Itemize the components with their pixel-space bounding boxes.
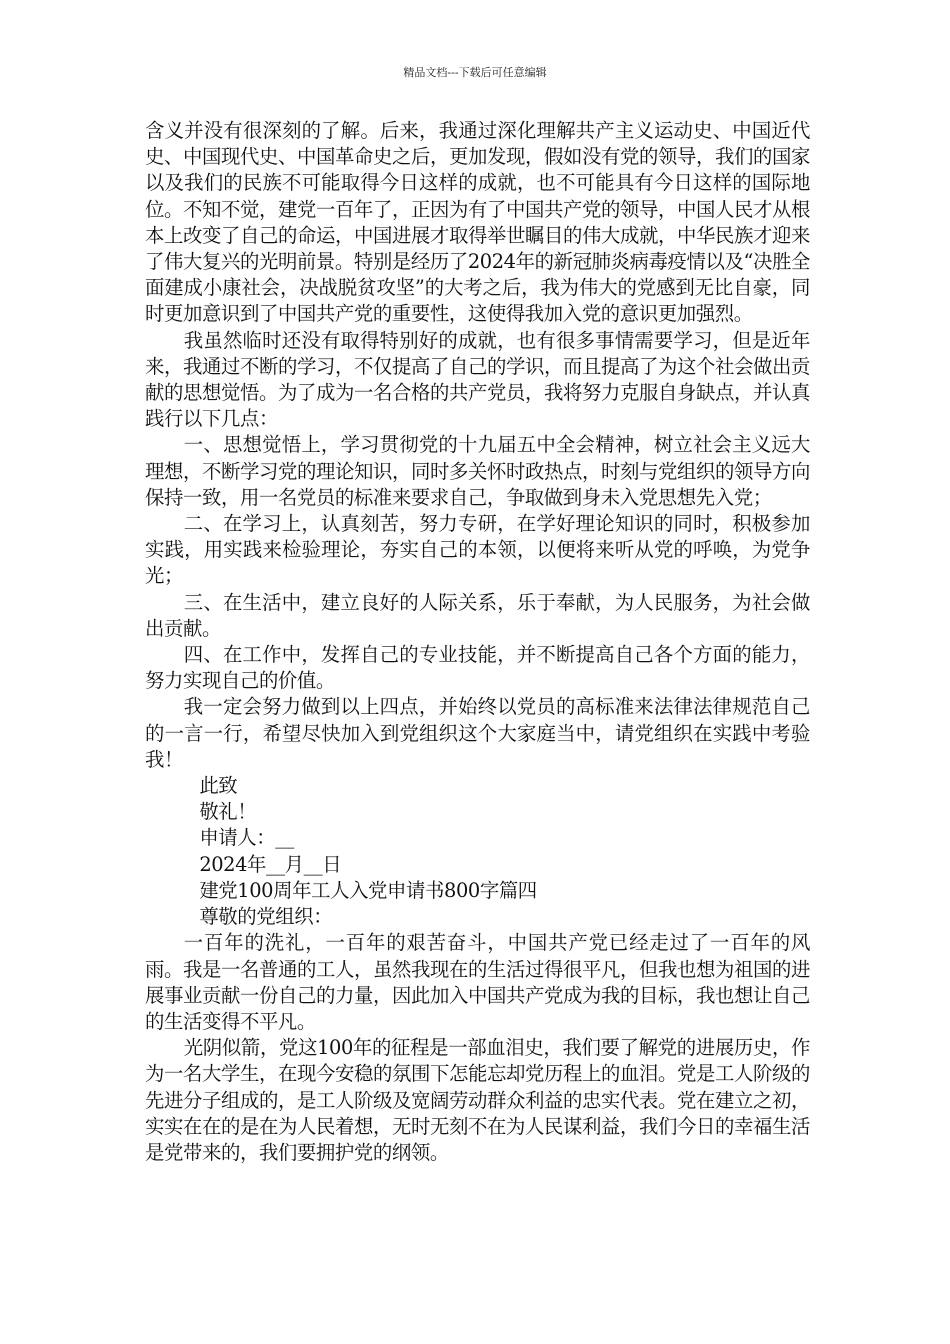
page-header: 精品文档---下载后可任意编辑	[403, 66, 547, 79]
paragraph-8: 一百年的洗礼，一百年的艰苦奋斗，中国共产党已经走过了一百年的风雨。我是一名普通的工人，虽然我现在的生活过得很平凡，但我也想为祖国的进展事业贡献一份自己的力量，因此加入中国共产党成为我的目标，我也想让自己的生活变得不平凡。	[145, 931, 810, 1033]
paragraph-9: 光阴似箭，党这100年的征程是一部血泪史，我们要了解党的进展历史，作为一名大学生，在现今安稳的氛围下怎能忘却党历程上的血泪。党是工人阶级的先进分子组成的，是工人阶级及宽阔劳动群众利益的忠实代表。党在建立之初，实实在在的是在为人民着想，无时无刻不在为人民谋利益，我们今日的幸福生活是党带来的，我们要拥护党的纲领。	[145, 1036, 810, 1164]
paragraph-4: 二、在学习上，认真刻苦，努力专研，在学好理论知识的同时，积极参加实践，用实践来检验理论，夯实自己的本领，以便将来听从党的呼唤，为党争光；	[145, 512, 810, 588]
date-line: 2024年__月__日	[199, 852, 342, 876]
paragraph-7: 我一定会努力做到以上四点，并始终以党员的高标准来法律法律规范自己的一言一行，希望尽快加入到党组织这个大家庭当中，请党组织在实践中考验我！	[145, 695, 810, 771]
section-title: 建党100周年工人入党申请书800字篇四	[199, 878, 537, 902]
applicant-line: 申请人：__	[199, 826, 294, 850]
salutation: 尊敬的党组织：	[199, 905, 333, 929]
paragraph-2: 我虽然临时还没有取得特别好的成就，也有很多事情需要学习，但是近年来，我通过不断的学习，不仅提高了自己的学识，而且提高了为这个社会做出贡献的思想觉悟。为了成为一名合格的共产党员，我将努力克服自身缺点，并认真践行以下几点：	[145, 328, 810, 431]
paragraph-1: 含义并没有很深刻的了解。后来，我通过深化理解共产主义运动史、中国近代史、中国现代史、中国革命史之后，更加发现，假如没有党的领导，我们的国家以及我们的民族不可能取得今日这样的成就，也不可能具有今日这样的国际地位。不知不觉，建党一百年了，正因为有了中国共产党的领导，中国人民才从根本上改变了自己的命运，中国进展才取得举世瞩目的伟大成就，中华民族才迎来了伟大复兴的光明前景。特别是经历了2024年的新冠肺炎病毒疫情以及“决胜全面建成小康社会，决战脱贫攻坚”的大考之后，我为伟大的党感到无比自豪，同时更加意识到了中国共产党的重要性，这使得我加入党的意识更加强烈。	[145, 119, 810, 326]
paragraph-5: 三、在生活中，建立良好的人际关系，乐于奉献，为人民服务，为社会做出贡献。	[145, 590, 810, 640]
paragraph-6: 四、在工作中，发挥自己的专业技能，并不断提高自己各个方面的能力，努力实现自己的价值。	[145, 643, 810, 693]
closing-line-1: 此致	[199, 774, 238, 798]
document-body	[145, 118, 810, 1166]
paragraph-3: 一、思想觉悟上，学习贯彻党的十九届五中全会精神，树立社会主义远大理想，不断学习党的理论知识，同时多关怀时政热点，时刻与党组织的领导方向保持一致，用一名党员的标准来要求自己，争取做到身未入党思想先入党；	[145, 433, 810, 509]
closing-line-2: 敬礼！	[199, 800, 257, 824]
